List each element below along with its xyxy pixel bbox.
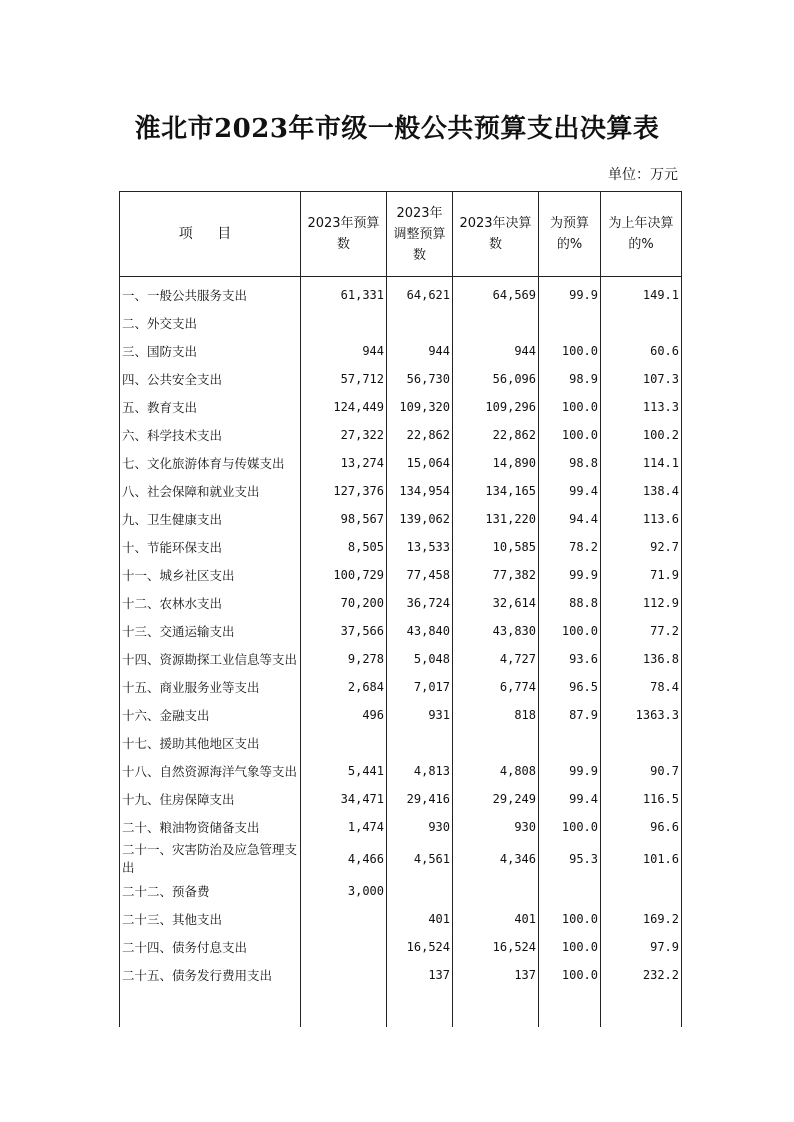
cell-adjusted: 43,840 xyxy=(387,617,453,645)
cell-name: 十六、金融支出 xyxy=(120,701,301,729)
cell-budget: 9,278 xyxy=(301,645,387,673)
cell-pct-last-year: 97.9 xyxy=(601,933,682,961)
cell-pct-budget: 88.8 xyxy=(539,589,601,617)
table-row xyxy=(120,701,682,729)
cell-budget: 61,331 xyxy=(301,277,387,310)
cell-final: 930 xyxy=(453,813,539,841)
cell-final: 4,727 xyxy=(453,645,539,673)
cell-budget xyxy=(301,961,387,989)
cell-name: 二十二、预备费 xyxy=(120,877,301,905)
table-row xyxy=(120,337,682,365)
cell-pct-budget: 100.0 xyxy=(539,421,601,449)
table-row xyxy=(120,309,682,337)
cell-final: 134,165 xyxy=(453,477,539,505)
cell-budget: 34,471 xyxy=(301,785,387,813)
cell-adjusted: 139,062 xyxy=(387,505,453,533)
cell-budget: 127,376 xyxy=(301,477,387,505)
table-row xyxy=(120,877,682,905)
cell-final: 22,862 xyxy=(453,421,539,449)
cell-name: 二十三、其他支出 xyxy=(120,905,301,933)
table-row xyxy=(120,617,682,645)
cell-adjusted: 56,730 xyxy=(387,365,453,393)
cell-pct-budget: 98.9 xyxy=(539,365,601,393)
cell-pct-last-year: 90.7 xyxy=(601,757,682,785)
cell-final: 4,808 xyxy=(453,757,539,785)
cell-final: 4,346 xyxy=(453,841,539,877)
cell-budget: 124,449 xyxy=(301,393,387,421)
cell-adjusted: 29,416 xyxy=(387,785,453,813)
cell-adjusted xyxy=(387,309,453,337)
cell-adjusted: 944 xyxy=(387,337,453,365)
cell-budget xyxy=(301,905,387,933)
cell-name: 十九、住房保障支出 xyxy=(120,785,301,813)
cell-adjusted: 134,954 xyxy=(387,477,453,505)
cell-name: 二十一、灾害防治及应急管理支出 xyxy=(120,841,301,877)
spacer-cell xyxy=(539,989,601,1027)
cell-final: 109,296 xyxy=(453,393,539,421)
cell-budget xyxy=(301,729,387,757)
cell-pct-budget: 78.2 xyxy=(539,533,601,561)
expenditure-table-container xyxy=(119,191,681,1014)
cell-final xyxy=(453,309,539,337)
table-row xyxy=(120,277,682,310)
cell-pct-last-year: 77.2 xyxy=(601,617,682,645)
cell-pct-budget: 99.9 xyxy=(539,561,601,589)
cell-pct-last-year: 60.6 xyxy=(601,337,682,365)
cell-final: 16,524 xyxy=(453,933,539,961)
cell-adjusted xyxy=(387,729,453,757)
table-body xyxy=(120,277,682,1028)
cell-name: 十七、援助其他地区支出 xyxy=(120,729,301,757)
table-row xyxy=(120,933,682,961)
cell-name: 二十、粮油物资储备支出 xyxy=(120,813,301,841)
cell-name: 九、卫生健康支出 xyxy=(120,505,301,533)
cell-pct-last-year: 71.9 xyxy=(601,561,682,589)
table-row xyxy=(120,421,682,449)
table-spacer-row xyxy=(120,989,682,1027)
cell-pct-budget: 95.3 xyxy=(539,841,601,877)
unit-label: 单位：万元 xyxy=(608,167,678,183)
cell-name: 十八、自然资源海洋气象等支出 xyxy=(120,757,301,785)
cell-pct-last-year: 149.1 xyxy=(601,277,682,310)
cell-name: 一、一般公共服务支出 xyxy=(120,277,301,310)
spacer-cell xyxy=(601,989,682,1027)
cell-adjusted: 4,813 xyxy=(387,757,453,785)
table-row xyxy=(120,505,682,533)
table-row xyxy=(120,673,682,701)
cell-budget: 1,474 xyxy=(301,813,387,841)
cell-pct-last-year: 101.6 xyxy=(601,841,682,877)
cell-pct-last-year: 113.3 xyxy=(601,393,682,421)
cell-budget: 2,684 xyxy=(301,673,387,701)
table-row xyxy=(120,393,682,421)
table-row xyxy=(120,589,682,617)
cell-budget: 57,712 xyxy=(301,365,387,393)
cell-final: 14,890 xyxy=(453,449,539,477)
cell-budget: 98,567 xyxy=(301,505,387,533)
cell-adjusted: 77,458 xyxy=(387,561,453,589)
cell-final xyxy=(453,877,539,905)
spacer-cell xyxy=(301,989,387,1027)
cell-name: 十一、城乡社区支出 xyxy=(120,561,301,589)
table-row xyxy=(120,757,682,785)
cell-final: 29,249 xyxy=(453,785,539,813)
cell-budget: 13,274 xyxy=(301,449,387,477)
cell-pct-budget: 100.0 xyxy=(539,905,601,933)
cell-budget: 70,200 xyxy=(301,589,387,617)
table-row xyxy=(120,365,682,393)
cell-budget: 944 xyxy=(301,337,387,365)
cell-adjusted: 4,561 xyxy=(387,841,453,877)
cell-name: 十四、资源勘探工业信息等支出 xyxy=(120,645,301,673)
table-row xyxy=(120,841,682,877)
table-header-row xyxy=(120,192,682,277)
cell-pct-budget: 96.5 xyxy=(539,673,601,701)
table-row xyxy=(120,561,682,589)
table-row xyxy=(120,905,682,933)
cell-pct-budget: 100.0 xyxy=(539,933,601,961)
cell-final: 6,774 xyxy=(453,673,539,701)
cell-name: 二十四、债务付息支出 xyxy=(120,933,301,961)
cell-budget xyxy=(301,309,387,337)
expenditure-table xyxy=(119,191,682,1027)
spacer-cell xyxy=(120,989,301,1027)
cell-name: 十五、商业服务业等支出 xyxy=(120,673,301,701)
cell-pct-last-year: 107.3 xyxy=(601,365,682,393)
cell-budget: 37,566 xyxy=(301,617,387,645)
cell-pct-last-year: 136.8 xyxy=(601,645,682,673)
cell-final: 401 xyxy=(453,905,539,933)
table-row xyxy=(120,533,682,561)
table-row xyxy=(120,645,682,673)
cell-final: 43,830 xyxy=(453,617,539,645)
cell-adjusted: 15,064 xyxy=(387,449,453,477)
cell-final: 131,220 xyxy=(453,505,539,533)
cell-adjusted: 13,533 xyxy=(387,533,453,561)
cell-name: 十、节能环保支出 xyxy=(120,533,301,561)
cell-adjusted: 931 xyxy=(387,701,453,729)
cell-pct-budget xyxy=(539,729,601,757)
cell-pct-last-year: 96.6 xyxy=(601,813,682,841)
cell-budget: 4,466 xyxy=(301,841,387,877)
cell-adjusted: 109,320 xyxy=(387,393,453,421)
cell-adjusted: 64,621 xyxy=(387,277,453,310)
cell-pct-budget: 100.0 xyxy=(539,961,601,989)
cell-final: 944 xyxy=(453,337,539,365)
spacer-cell xyxy=(387,989,453,1027)
cell-pct-budget xyxy=(539,309,601,337)
cell-pct-last-year xyxy=(601,877,682,905)
table-row xyxy=(120,449,682,477)
cell-name: 十三、交通运输支出 xyxy=(120,617,301,645)
cell-pct-budget: 99.4 xyxy=(539,785,601,813)
cell-final xyxy=(453,729,539,757)
cell-pct-last-year: 232.2 xyxy=(601,961,682,989)
cell-name: 五、教育支出 xyxy=(120,393,301,421)
cell-name: 二十五、债务发行费用支出 xyxy=(120,961,301,989)
cell-pct-last-year: 113.6 xyxy=(601,505,682,533)
cell-pct-budget: 99.9 xyxy=(539,277,601,310)
cell-pct-budget: 100.0 xyxy=(539,813,601,841)
cell-pct-budget: 93.6 xyxy=(539,645,601,673)
spacer-cell xyxy=(453,989,539,1027)
cell-budget: 496 xyxy=(301,701,387,729)
table-row xyxy=(120,813,682,841)
cell-pct-budget xyxy=(539,877,601,905)
cell-pct-last-year: 1363.3 xyxy=(601,701,682,729)
cell-budget xyxy=(301,933,387,961)
header-final: 2023年决算数 xyxy=(453,192,539,277)
cell-pct-last-year: 114.1 xyxy=(601,449,682,477)
cell-pct-budget: 99.4 xyxy=(539,477,601,505)
cell-adjusted: 7,017 xyxy=(387,673,453,701)
table-row xyxy=(120,961,682,989)
cell-pct-last-year: 92.7 xyxy=(601,533,682,561)
cell-name: 七、文化旅游体育与传媒支出 xyxy=(120,449,301,477)
cell-adjusted: 22,862 xyxy=(387,421,453,449)
page-title: 淮北市2023年市级一般公共预算支出决算表 xyxy=(134,114,660,144)
header-item: 项 目 xyxy=(120,192,301,277)
cell-pct-last-year: 169.2 xyxy=(601,905,682,933)
cell-pct-last-year: 78.4 xyxy=(601,673,682,701)
header-pct-budget: 为预算的% xyxy=(539,192,601,277)
cell-pct-budget: 94.4 xyxy=(539,505,601,533)
cell-budget: 5,441 xyxy=(301,757,387,785)
cell-adjusted: 401 xyxy=(387,905,453,933)
cell-pct-budget: 100.0 xyxy=(539,617,601,645)
header-pct-last-year: 为上年决算的% xyxy=(601,192,682,277)
cell-final: 32,614 xyxy=(453,589,539,617)
cell-budget: 27,322 xyxy=(301,421,387,449)
cell-name: 六、科学技术支出 xyxy=(120,421,301,449)
cell-budget: 3,000 xyxy=(301,877,387,905)
cell-pct-last-year xyxy=(601,729,682,757)
cell-final: 56,096 xyxy=(453,365,539,393)
cell-budget: 8,505 xyxy=(301,533,387,561)
cell-name: 三、国防支出 xyxy=(120,337,301,365)
cell-final: 77,382 xyxy=(453,561,539,589)
cell-adjusted: 16,524 xyxy=(387,933,453,961)
cell-adjusted: 5,048 xyxy=(387,645,453,673)
cell-pct-last-year: 100.2 xyxy=(601,421,682,449)
cell-pct-last-year: 112.9 xyxy=(601,589,682,617)
cell-name: 二、外交支出 xyxy=(120,309,301,337)
cell-pct-budget: 99.9 xyxy=(539,757,601,785)
cell-pct-budget: 100.0 xyxy=(539,337,601,365)
cell-pct-last-year xyxy=(601,309,682,337)
cell-budget: 100,729 xyxy=(301,561,387,589)
header-adjusted: 2023年调整预算数 xyxy=(387,192,453,277)
cell-name: 八、社会保障和就业支出 xyxy=(120,477,301,505)
cell-final: 10,585 xyxy=(453,533,539,561)
cell-name: 十二、农林水支出 xyxy=(120,589,301,617)
cell-name: 四、公共安全支出 xyxy=(120,365,301,393)
cell-pct-budget: 98.8 xyxy=(539,449,601,477)
cell-pct-budget: 100.0 xyxy=(539,393,601,421)
table-row xyxy=(120,729,682,757)
cell-final: 818 xyxy=(453,701,539,729)
cell-adjusted: 36,724 xyxy=(387,589,453,617)
cell-pct-last-year: 138.4 xyxy=(601,477,682,505)
cell-pct-last-year: 116.5 xyxy=(601,785,682,813)
table-row xyxy=(120,477,682,505)
cell-adjusted: 137 xyxy=(387,961,453,989)
cell-adjusted: 930 xyxy=(387,813,453,841)
header-budget: 2023年预算数 xyxy=(301,192,387,277)
cell-final: 137 xyxy=(453,961,539,989)
cell-final: 64,569 xyxy=(453,277,539,310)
cell-pct-budget: 87.9 xyxy=(539,701,601,729)
cell-adjusted xyxy=(387,877,453,905)
table-row xyxy=(120,785,682,813)
